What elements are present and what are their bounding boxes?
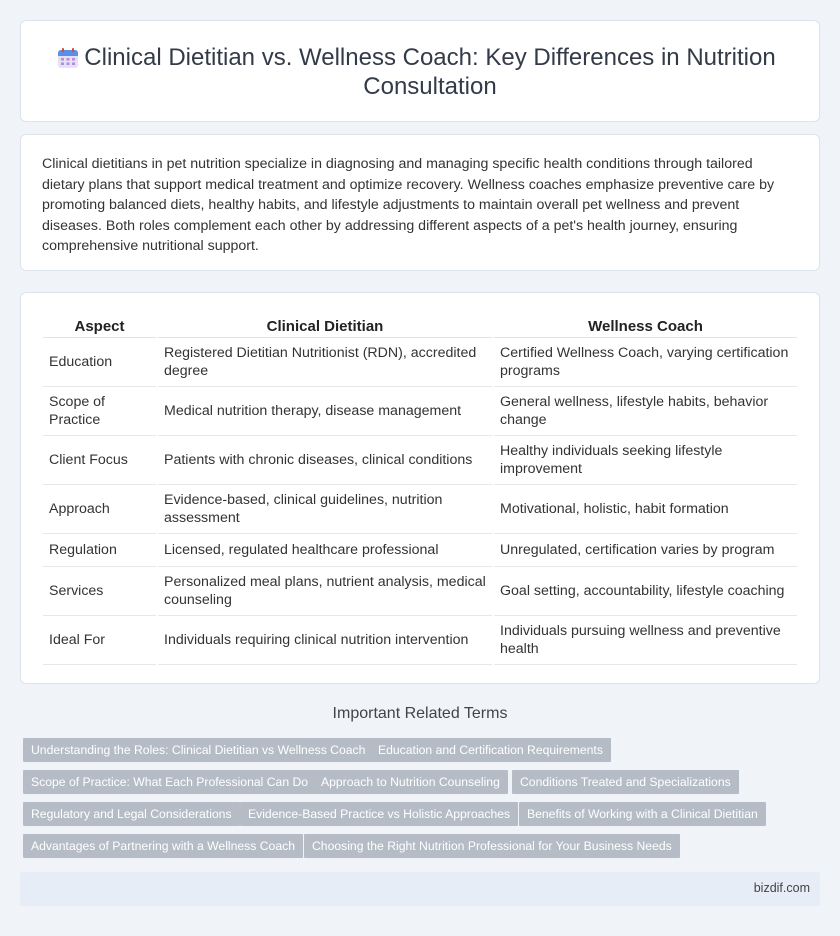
table-row	[43, 338, 797, 387]
related-tag[interactable]: Benefits of Working with a Clinical Dietitian	[519, 802, 766, 826]
related-tag[interactable]: Regulatory and Legal Considerations	[23, 802, 240, 826]
footer	[20, 872, 820, 906]
table-row	[43, 436, 797, 485]
related-tag[interactable]: Advantages of Partnering with a Wellness Coach	[23, 834, 303, 858]
cell-wellness: General wellness, lifestyle habits, behavior change	[494, 387, 797, 436]
table-row	[43, 567, 797, 616]
related-terms-heading: Important Related Terms	[332, 705, 508, 722]
related-tag[interactable]: Conditions Treated and Specializations	[512, 770, 739, 794]
table-row	[43, 387, 797, 436]
cell-wellness: Goal setting, accountability, lifestyle coaching	[494, 567, 797, 616]
cell-clinical: Personalized meal plans, nutrient analysis, medical counseling	[158, 567, 492, 616]
intro-card	[20, 134, 820, 271]
page-title: Clinical Dietitian vs. Wellness Coach: Key Differences in Nutrition Consultation	[84, 44, 776, 100]
related-tag[interactable]: Approach to Nutrition Counseling	[313, 770, 508, 794]
related-tag[interactable]: Scope of Practice: What Each Professional Can Do	[23, 770, 316, 794]
table-row	[43, 485, 797, 534]
cell-wellness: Certified Wellness Coach, varying certification programs	[494, 338, 797, 387]
cell-aspect: Scope of Practice	[43, 387, 156, 436]
cell-aspect: Approach	[43, 485, 156, 534]
cell-clinical: Evidence-based, clinical guidelines, nutrition assessment	[158, 485, 492, 534]
table-row	[43, 616, 797, 665]
intro-paragraph: Clinical dietitians in pet nutrition specialize in diagnosing and managing specific health conditions through tailored dietary plans that support medical treatment and optimize recovery. Wellness coaches emphasize preventive care by promoting balanced diets, healthy habits, and lifestyle adjustments to maintain overall pet wellness and prevent diseases. Both roles complement each other by addressing different aspects of a pet's health journey, ensuring comprehensive nutritional support.	[42, 156, 775, 254]
cell-aspect: Client Focus	[43, 436, 156, 485]
comparison-table-card	[20, 292, 820, 684]
cell-clinical: Registered Dietitian Nutritionist (RDN), accredited degree	[158, 338, 492, 387]
cell-clinical: Licensed, regulated healthcare professional	[158, 534, 492, 567]
cell-wellness: Unregulated, certification varies by program	[494, 534, 797, 567]
header-aspect: Aspect	[43, 310, 156, 338]
cell-wellness: Motivational, holistic, habit formation	[494, 485, 797, 534]
related-tag[interactable]: Evidence-Based Practice vs Holistic Approaches	[240, 802, 518, 826]
related-tag[interactable]: Choosing the Right Nutrition Professional for Your Business Needs	[304, 834, 680, 858]
cell-wellness: Individuals pursuing wellness and preventive health	[494, 616, 797, 665]
comparison-table	[41, 310, 799, 665]
cell-aspect: Education	[43, 338, 156, 387]
cell-aspect: Regulation	[43, 534, 156, 567]
cell-clinical: Medical nutrition therapy, disease management	[158, 387, 492, 436]
cell-wellness: Healthy individuals seeking lifestyle improvement	[494, 436, 797, 485]
cell-clinical: Individuals requiring clinical nutrition intervention	[158, 616, 492, 665]
cell-aspect: Ideal For	[43, 616, 156, 665]
related-tag[interactable]: Education and Certification Requirements	[370, 738, 611, 762]
header-clinical-dietitian: Clinical Dietitian	[158, 310, 492, 338]
footer-site-link[interactable]: bizdif.com	[753, 881, 810, 895]
related-tag[interactable]: Understanding the Roles: Clinical Dietitian vs Wellness Coach	[23, 738, 373, 762]
cell-clinical: Patients with chronic diseases, clinical conditions	[158, 436, 492, 485]
table-row	[43, 534, 797, 567]
cell-aspect: Services	[43, 567, 156, 616]
title-card	[20, 20, 820, 122]
header-wellness-coach: Wellness Coach	[494, 310, 797, 338]
